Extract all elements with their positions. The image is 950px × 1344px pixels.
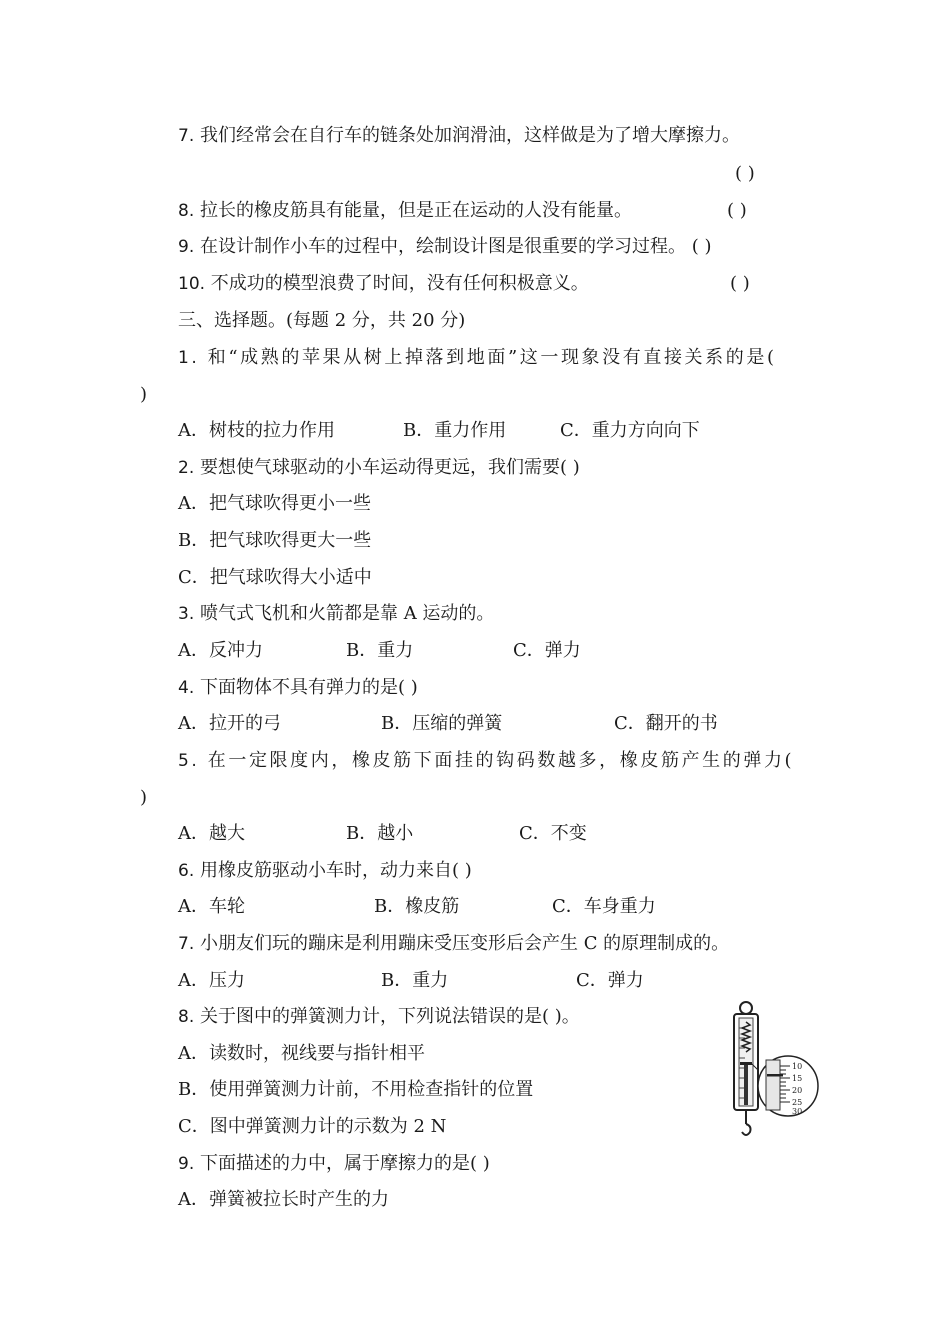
item-number: 8. xyxy=(178,1007,195,1027)
question-3 xyxy=(178,602,494,626)
option: A．反冲力 xyxy=(178,640,263,661)
item-text: 下面描述的力中，属于摩擦力的是( ) xyxy=(199,1153,490,1174)
item-text: 小朋友们玩的蹦床是利用蹦床受压变形后会产生 C 的原理制成的。 xyxy=(199,933,730,954)
scale-label: 15 xyxy=(792,1074,803,1083)
option: B．橡皮筋 xyxy=(374,896,460,917)
item-text: 不成功的模型浪费了时间，没有任何积极意义。 xyxy=(210,273,589,294)
spring-scale-figure xyxy=(724,1000,820,1140)
scale-label: 25 xyxy=(792,1098,803,1107)
option: A．读数时，视线要与指针相平 xyxy=(178,1043,425,1064)
option: A．压力 xyxy=(178,970,245,991)
option: A．越大 xyxy=(178,823,245,844)
question-1 xyxy=(178,346,777,370)
item-text: 我们经常会在自行车的链条处加润滑油，这样做是为了增大摩擦力。 xyxy=(199,125,740,146)
question-2 xyxy=(178,456,580,480)
question-9 xyxy=(178,1152,490,1176)
option: C．图中弹簧测力计的示数为 2 N xyxy=(178,1116,447,1137)
tf-item-9 xyxy=(178,235,711,259)
item-text: 喷气式飞机和火箭都是靠 A 运动的。 xyxy=(199,603,495,624)
option: A．拉开的弓 xyxy=(178,713,281,734)
scale-label: 20 xyxy=(792,1086,803,1095)
item-number: 7. xyxy=(178,934,195,954)
question-7 xyxy=(178,932,729,956)
item-text: 在设计制作小车的过程中，绘制设计图是很重要的学习过程。 xyxy=(199,236,686,257)
option: C．弹力 xyxy=(513,640,581,661)
scale-label: 30 xyxy=(792,1107,803,1116)
scale-label: 10 xyxy=(792,1062,803,1071)
item-text: 在一定限度内，橡皮筋下面挂的钩码数越多，橡皮筋产生的弹力( xyxy=(207,750,795,771)
tf-item-7 xyxy=(178,124,740,148)
item-text: 拉长的橡皮筋具有能量，但是正在运动的人没有能量。 xyxy=(199,200,632,221)
question-8 xyxy=(178,1005,580,1029)
item-text: 用橡皮筋驱动小车时，动力来自( ) xyxy=(199,860,472,881)
answer-paren: ( ) xyxy=(730,273,750,294)
question-4 xyxy=(178,676,418,700)
answer-paren: ( ) xyxy=(735,163,755,184)
item-number: 7. xyxy=(178,126,195,146)
item-text: 和“成熟的苹果从树上掉落到地面”这一现象没有直接关系的是( xyxy=(207,347,777,368)
option: B．使用弹簧测力计前，不用检查指针的位置 xyxy=(178,1079,534,1100)
option: A．树枝的拉力作用 xyxy=(178,420,335,441)
item-text: 关于图中的弹簧测力计，下列说法错误的是( )。 xyxy=(199,1006,580,1027)
question-6 xyxy=(178,859,472,883)
option: A．车轮 xyxy=(178,896,245,917)
question-continuation: ) xyxy=(140,787,148,808)
option: C．把气球吹得大小适中 xyxy=(178,567,372,588)
item-number: 5. xyxy=(178,751,200,771)
item-number: 10. xyxy=(178,274,206,294)
answer-paren: ( ) xyxy=(691,236,712,257)
option: B．越小 xyxy=(346,823,414,844)
question-5 xyxy=(178,749,794,773)
option: C．重力方向向下 xyxy=(560,420,700,441)
option: C．不变 xyxy=(519,823,587,844)
section-title: 三、选择题。(每题 2 分，共 20 分) xyxy=(178,310,466,331)
option: C．翻开的书 xyxy=(614,713,718,734)
answer-paren: ( ) xyxy=(727,200,747,221)
question-continuation: ) xyxy=(140,384,148,405)
item-text: 下面物体不具有弹力的是( ) xyxy=(199,677,418,698)
item-number: 9. xyxy=(178,237,195,257)
option: B．把气球吹得更大一些 xyxy=(178,530,372,551)
item-number: 9. xyxy=(178,1154,195,1174)
item-number: 4. xyxy=(178,678,195,698)
item-number: 8. xyxy=(178,201,195,221)
item-number: 1. xyxy=(178,348,200,368)
option: C．弹力 xyxy=(576,970,644,991)
item-number: 2. xyxy=(178,458,195,478)
option: B．重力 xyxy=(346,640,414,661)
tf-item-8 xyxy=(178,199,632,223)
option: C．车身重力 xyxy=(552,896,656,917)
item-number: 3. xyxy=(178,604,195,624)
option: A．弹簧被拉长时产生的力 xyxy=(178,1189,389,1210)
option: B．压缩的弹簧 xyxy=(381,713,503,734)
option: B．重力 xyxy=(381,970,449,991)
option: A．把气球吹得更小一些 xyxy=(178,493,371,514)
item-number: 6. xyxy=(178,861,195,881)
tf-item-10 xyxy=(178,272,589,296)
option: B．重力作用 xyxy=(403,420,507,441)
item-text: 要想使气球驱动的小车运动得更远，我们需要( ) xyxy=(199,457,580,478)
